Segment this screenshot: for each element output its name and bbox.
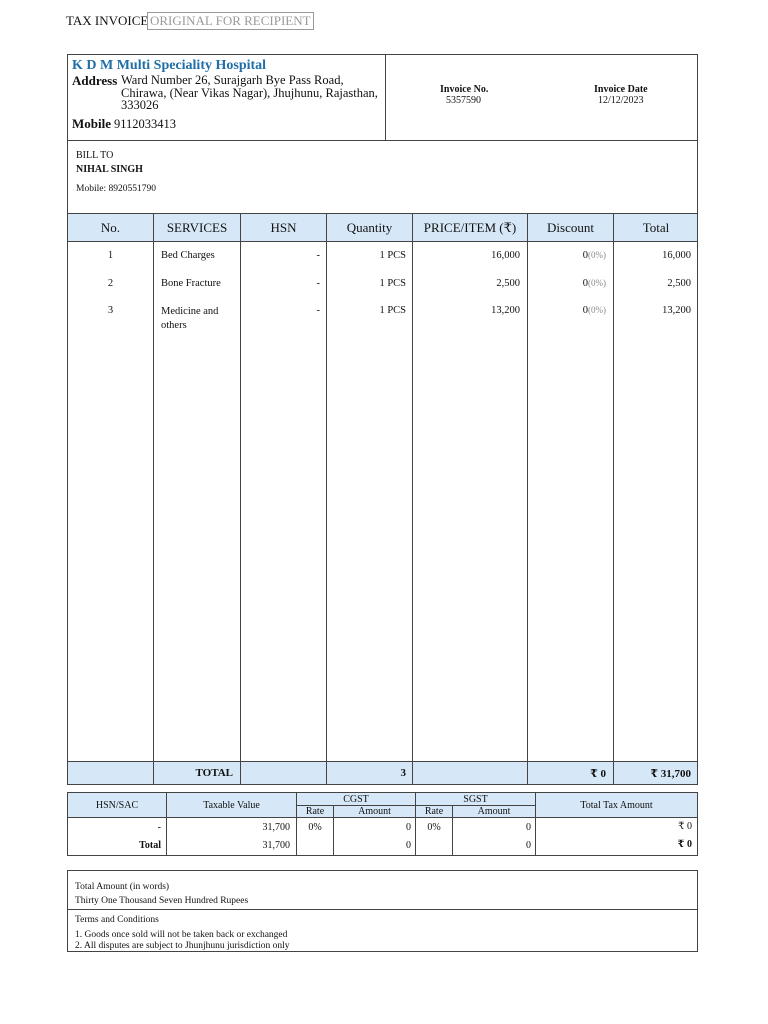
tax-header-sgst-rate: Rate — [424, 806, 444, 817]
row-qty: 1 PCS — [379, 278, 406, 289]
column-divider — [613, 213, 614, 785]
row-total: 16,000 — [662, 250, 691, 261]
tax-row-sgst-rate: 0% — [427, 822, 441, 833]
row-qty: 1 PCS — [379, 305, 406, 316]
tax-row-cgst-rate: 0% — [308, 822, 322, 833]
row-hsn: - — [316, 278, 320, 289]
footer-discount: ₹ 0 — [590, 768, 606, 780]
terms-divider — [67, 909, 698, 910]
row-total: 13,200 — [662, 305, 691, 316]
header-price: PRICE/ITEM (₹) — [423, 220, 517, 235]
mobile-label: Mobile — [72, 116, 111, 131]
header-total: Total — [642, 220, 670, 235]
header-quantity: Quantity — [346, 220, 393, 235]
row-hsn: - — [316, 305, 320, 316]
row-discount-value: 0 — [582, 305, 588, 316]
bill-to-label: BILL TO — [76, 150, 114, 161]
row-discount-pct: (0%) — [588, 250, 606, 260]
customer-mobile — [76, 184, 156, 194]
column-divider — [412, 213, 413, 785]
tax-row-hsn: - — [157, 822, 161, 833]
footer-qty: 3 — [400, 767, 406, 779]
invoice-date-label: Invoice Date — [594, 84, 648, 95]
terms-item: 2. All disputes are subject to Jhunjhunu jurisdiction only — [75, 941, 290, 951]
seller-address: Ward Number 26, Surajgarh Bye Pass Road, Chirawa, (Near Vikas Nagar), Jhujhunu, Rajasthan, 333026 — [121, 73, 378, 112]
tax-total-label: Total — [139, 840, 161, 851]
items-table — [67, 213, 698, 785]
row-discount-pct: (0%) — [588, 305, 606, 315]
row-no: 2 — [107, 278, 114, 289]
tax-header-cgst: CGST — [343, 794, 369, 805]
footer-grand-total: ₹ 31,700 — [650, 768, 691, 780]
row-discount — [528, 305, 606, 316]
tax-row-taxable: 31,700 — [262, 822, 290, 833]
row-discount-pct: (0%) — [588, 278, 606, 288]
row-discount — [528, 278, 606, 289]
terms-label: Terms and Conditions — [75, 915, 159, 925]
header-discount: Discount — [547, 220, 594, 235]
column-divider — [326, 213, 327, 785]
tax-row-sgst-amount: 0 — [526, 822, 531, 833]
footer-total-label: TOTAL — [195, 767, 233, 779]
amount-words-value: Thirty One Thousand Seven Hundred Rupees — [75, 896, 249, 906]
header-hsn: HSN — [270, 220, 297, 235]
tax-header-cgst-amount: Amount — [358, 806, 391, 817]
tax-header-total-tax: Total Tax Amount — [580, 800, 653, 811]
row-no: 3 — [107, 305, 114, 316]
header-services: SERVICES — [166, 220, 228, 235]
header-no: No. — [100, 220, 121, 235]
tax-total-sgst: 0 — [526, 840, 531, 851]
row-service: Bed Charges — [161, 250, 215, 261]
column-divider — [153, 213, 154, 785]
row-price: 2,500 — [496, 278, 520, 289]
row-price: 13,200 — [491, 305, 520, 316]
column-divider — [527, 213, 528, 785]
tax-header-hsn: HSN/SAC — [95, 800, 139, 811]
tax-total-taxable: 31,700 — [262, 840, 290, 851]
amount-words-label: Total Amount (in words) — [75, 882, 170, 892]
tax-total-tax: ₹ 0 — [677, 839, 692, 850]
row-discount-value: 0 — [582, 278, 588, 289]
seller-mobile: 9112033413 — [114, 117, 177, 131]
row-discount — [528, 250, 606, 261]
tax-header-sgst: SGST — [463, 794, 488, 805]
column-divider — [240, 213, 241, 785]
tax-header-taxable: Taxable Value — [203, 800, 260, 811]
row-price: 16,000 — [491, 250, 520, 261]
row-qty: 1 PCS — [379, 250, 406, 261]
tax-header-cgst-rate: Rate — [305, 806, 325, 817]
invoice-no: 5357590 — [446, 95, 481, 106]
bill-to-section — [67, 140, 698, 213]
invoice-no-label: Invoice No. — [440, 84, 489, 95]
row-total: 2,500 — [667, 278, 691, 289]
row-discount-value: 0 — [582, 250, 588, 261]
tax-row-total-tax: ₹ 0 — [678, 821, 692, 832]
address-label: Address — [72, 73, 118, 88]
tax-row-cgst-amount: 0 — [406, 822, 411, 833]
tax-total-cgst: 0 — [406, 840, 411, 851]
row-service: Bone Fracture — [161, 278, 221, 289]
row-service: Medicine and others — [161, 306, 219, 331]
invoice-date: 12/12/2023 — [598, 95, 644, 106]
customer-mobile-value: 8920551790 — [108, 184, 156, 194]
copy-label: ORIGINAL FOR RECIPIENT — [147, 12, 314, 30]
terms-item: 1. Goods once sold will not be taken back or exchanged — [75, 930, 288, 940]
header-divider — [385, 54, 386, 141]
customer-mobile-label: Mobile: — [76, 184, 107, 194]
row-hsn: - — [316, 250, 320, 261]
customer-name: NIHAL SINGH — [76, 164, 143, 175]
document-title: TAX INVOICE — [66, 13, 149, 28]
tax-header-sgst-amount: Amount — [477, 806, 511, 817]
row-no: 1 — [107, 250, 114, 261]
seller-name: K D M Multi Speciality Hospital — [72, 58, 267, 73]
